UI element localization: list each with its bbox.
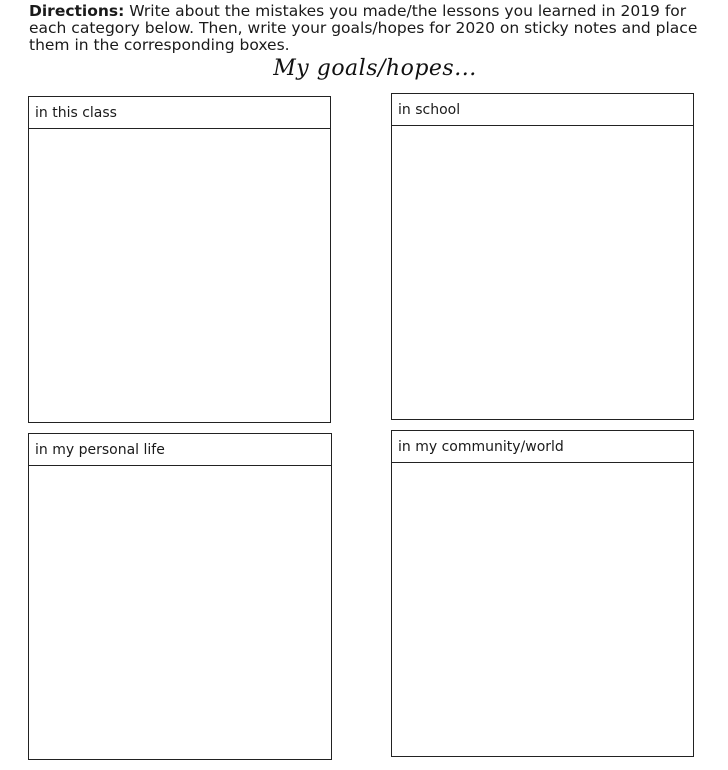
box-in-my-personal-life xyxy=(28,433,332,760)
box-in-this-class xyxy=(28,96,331,423)
directions-text: Write about the mistakes you made/the lessons you learned in 2019 for each category below. Then, write your goals/hopes for 2020 on sticky notes and place them in the corresponding boxes. xyxy=(29,2,698,54)
box-in-my-community-world xyxy=(391,430,694,757)
goals-heading: My goals/hopes... xyxy=(273,56,477,81)
directions-paragraph xyxy=(29,3,719,54)
box-label-in-my-personal-life: in my personal life xyxy=(29,434,331,466)
directions-label: Directions: xyxy=(29,2,125,20)
box-label-in-school: in school xyxy=(392,94,693,126)
box-label-in-my-community-world: in my community/world xyxy=(392,431,693,463)
box-in-school xyxy=(391,93,694,420)
box-label-in-this-class: in this class xyxy=(29,97,330,129)
